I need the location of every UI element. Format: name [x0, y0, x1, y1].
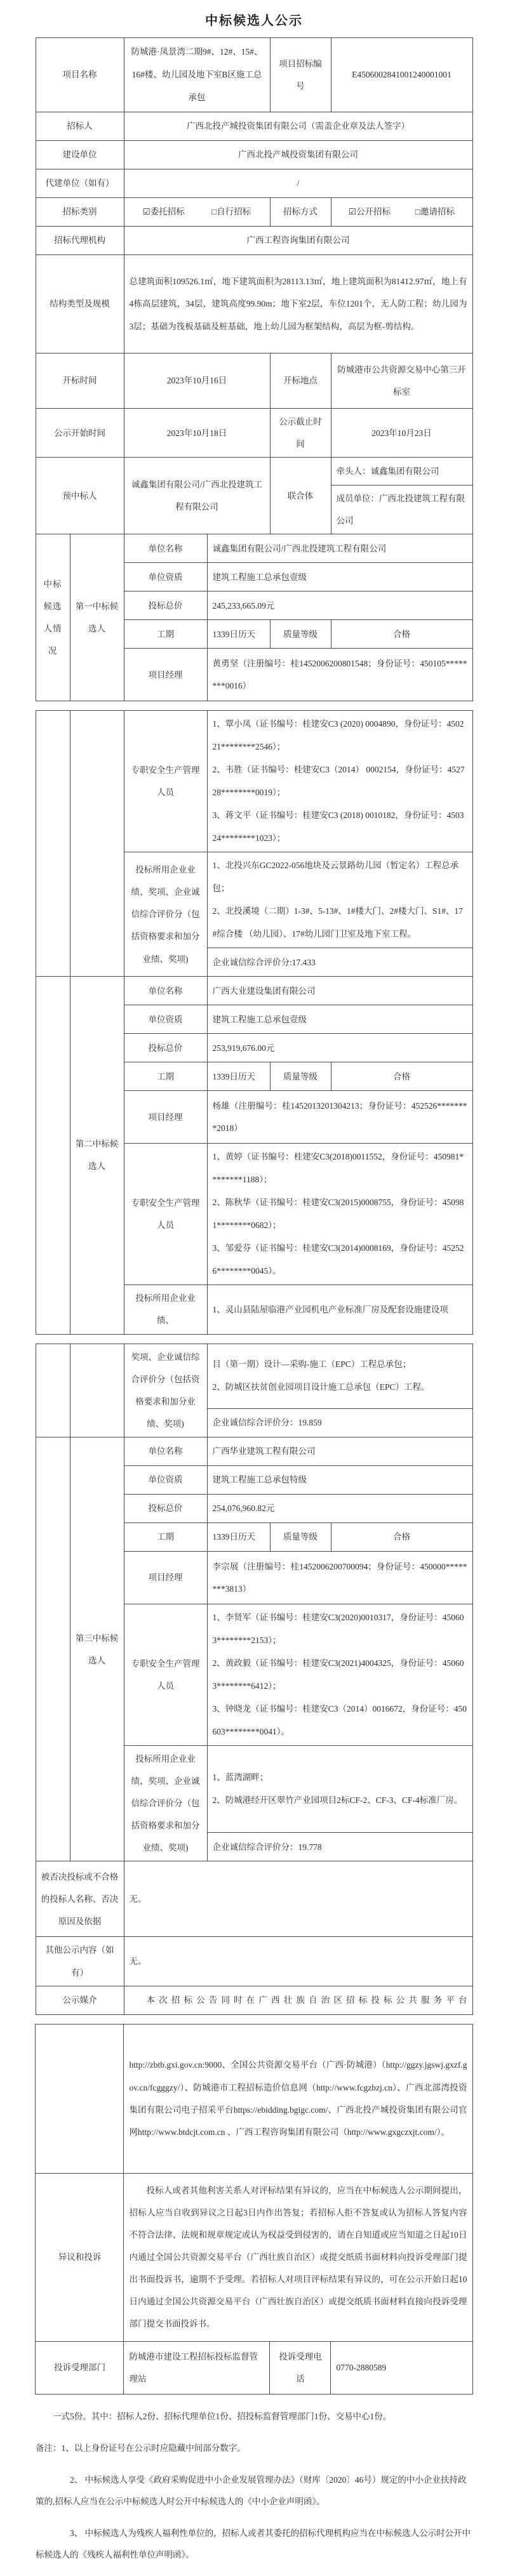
row-other-content: [36, 1937, 472, 1986]
checkbox-invited-bidding: □邀请招标: [415, 207, 455, 217]
row-builder: [36, 141, 472, 169]
c2-cont-spacer-col-a: [36, 1344, 70, 1437]
media-value-line1: 本次招标公告同时在广西壮族自治区招标投标公共服务平台: [124, 1986, 472, 2014]
c3-safety-person-3: 3、钟晓龙（证书编号：桂建安C3（2014）0016672，身份证号：450603********0041）。: [212, 1703, 467, 1736]
complaint-dept-value: 防城港市建设工程招标投标监督管理站: [124, 2341, 270, 2394]
category-label: 招标类别: [36, 198, 124, 227]
row-pre-winner: [36, 458, 472, 485]
row-objection: [36, 2173, 472, 2341]
checkbox-self-bidding: □自行招标: [211, 207, 251, 217]
other-content-label: 其他公示内容（如有）: [36, 1937, 124, 1986]
c2-record-label-part2: 奖项、企业诚信综合评价分（包括资格要求和加分业绩、奖项): [124, 1344, 207, 1437]
agency-label: 招标代理机构: [36, 227, 124, 255]
c2-duration-label: 工期: [124, 1062, 207, 1091]
table-media-cont-complaint: [35, 2024, 472, 2394]
row-rejected-bidders: [36, 1861, 472, 1937]
c3-unit-qual-label: 单位资质: [124, 1465, 207, 1494]
c1-safety-label: 专职安全生产管理人员: [124, 711, 207, 852]
c1-manager-label: 项目经理: [124, 649, 207, 701]
page-title: 中标候选人公示: [205, 14, 303, 28]
row-c2-record-part2: [36, 1344, 472, 1408]
pub-start-label: 公示开始时间: [36, 409, 124, 458]
c1-bid-price-value: 245,233,665.09元: [207, 591, 472, 620]
c1-score-value: 企业诚信综合评价分:17.433: [207, 948, 472, 977]
c3-bid-price-label: 投标总价: [124, 1494, 207, 1522]
complaint-phone-value: 0770-2880589: [331, 2341, 472, 2394]
c1-safety-person-2: 2、韦胜（证书编号：桂建安C3（2014） 0002154，身份证号：452728********0019）；: [212, 765, 465, 798]
bid-no-value: E4506002841001240001001: [331, 38, 472, 112]
method-options: [331, 198, 472, 227]
open-time-value: 2023年10月16日: [124, 353, 270, 409]
c2-unit-qual-value: 建筑工程施工总承包壹级: [207, 1005, 472, 1034]
c1-record-item-2: 2、北投溪境（二期）1-3#、5-13#、1#楼大门、2#楼大门、S1#、17#综合楼 （幼儿园）、17#幼儿园门卫室及地下室工程。: [212, 906, 463, 939]
footer-note-1: 备注：1、以上身份证号在公示时应隐藏中间部分数字。: [36, 2443, 246, 2453]
open-place-label: 开标地点: [270, 353, 331, 409]
row-bid-opening: [36, 353, 472, 409]
c1-duration-label: 工期: [124, 620, 207, 649]
row-media-cont: [36, 2024, 472, 2173]
objection-value: 投标人或者其他利害关系人对评标结果有异议的，应当在中标候选人公示期间提出，招标人应当自收到异议之日起3日内作出答复；若招标人拒不答复或认为招标人答复内容不符合法律、法规和规章规定或认为权益受到侵害的，请在自知道或应当知道之日起10日内通过全国公共资源交易平台（广西壮族自治区）或提交纸质书面材料向投诉受理部门提出书面投诉书，逾期不予受理。若招标人对项目评标结果有异议的，可在公示开始日起10日内通过全国公共资源交易平台（广西壮族自治区）或提交纸质书面材料直接向投诉受理部门提交书面投诉书。: [124, 2173, 472, 2341]
c2-unit-name-label: 单位名称: [124, 977, 207, 1005]
structure-label: 结构类型及规模: [36, 255, 124, 353]
builder-value: 广西北投产城投资集团有限公司: [124, 141, 472, 169]
c1-duration-value: 1339日历天: [207, 620, 270, 649]
tenderee-value: 广西北投产城投资集团有限公司（需盖企业章及法人签字）: [124, 112, 472, 141]
c2-manager-value: 杨雄（注册编号：桂1452013201304213；身份证号：452526********2018）: [207, 1091, 472, 1144]
c3-record-label: 投标所用企业业绩、奖项、企业诚信综合评价分（包括资格要求和加分业绩、奖项): [124, 1745, 207, 1861]
c2-duration-value: 1339日历天: [207, 1062, 270, 1091]
c2-safety-person-2: 2、陈秋华（证书编号：桂建安C3(2015)0008755，身份证号：450981********0682）；: [212, 1198, 464, 1231]
pub-start-value: 2023年10月18日: [124, 409, 270, 458]
c1-unit-name-value: 诚鑫集团有限公司/广西北投建筑工程有限公司: [207, 534, 472, 563]
consortium-label: 联合体: [270, 458, 331, 534]
c2-unit-name-value: 广西大业建设集团有限公司: [207, 977, 472, 1005]
c3-quality-label: 质量等级: [270, 1522, 331, 1551]
footer-note-2: 2、 中标候选人享受《政府采购促进中小企业发展管理办法》（财库〔2020〕46号）规定的中小企业扶持政策的,招标人应当在公示中标候选人时公开中标候选人的《中小企业声明函》。: [36, 2474, 467, 2506]
agent-build-label: 代建单位（如有）: [36, 169, 124, 198]
candidate2-rank-label: 第二中标候选人: [70, 977, 124, 1334]
c2-quality-label: 质量等级: [270, 1062, 331, 1091]
category-options: [124, 198, 270, 227]
row-agency: [36, 227, 472, 255]
open-time-label: 开标时间: [36, 353, 124, 409]
c1-unit-qual-label: 单位资质: [124, 563, 207, 591]
row-publicity-media: [36, 1986, 472, 2014]
c1-bid-price-label: 投标总价: [124, 591, 207, 620]
row-bid-category: [36, 198, 472, 227]
pub-end-label: 公示截止时间: [270, 409, 331, 458]
row-structure: [36, 255, 472, 353]
c1-record-item-1: 1、北投兴东GC2022-056地块及云景路幼儿园（暂定名）工程总承包；: [212, 861, 459, 894]
c2-manager-label: 项目经理: [124, 1091, 207, 1144]
row-complaint-dept: [36, 2341, 472, 2394]
c2-safety-person-3: 3、邹爱芬（证书编号：桂建安C3(2014)0008169，身份证号：452526********0045）。: [212, 1243, 464, 1276]
candidate3-rank-label: 第三中标候选人: [70, 1437, 124, 1861]
row-publicity-time: [36, 409, 472, 458]
c1-quality-value: 合格: [331, 620, 472, 649]
c3-safety-person-2: 2、黄政毅（证书编号：桂建安C3(2021)4004325，身份证号：450603********6412）；: [212, 1658, 464, 1691]
media-value-rest: http://zbtb.gxi.gov.cn:9000、全国公共资源交易平台（广西·防城港）（http://ggzy.jgswj.gxzf.gov.cn/fcgggzy/）、防城港市工程招标造价信息网（http://www.fcgzbzj.cn）、广西北部湾投资集团有限公司电子招采平台https://ebidding.bgigc.com/、广西北投产城投资集团有限公司官网http://www.btdcjt.com.cn 、广西工程咨询集团有限公司（http://www.gxgczxjt.com/）。: [124, 2024, 472, 2173]
c3-manager-label: 项目经理: [124, 1551, 207, 1604]
rejected-value: 无。: [124, 1861, 472, 1937]
c1-safety-value: [207, 711, 472, 852]
consortium-member: 成员单位：广西北投建筑工程有限公司: [331, 485, 472, 534]
c1-spacer-col-a: [36, 711, 70, 977]
row-tenderee: [36, 112, 472, 141]
media-cont-spacer: [36, 2024, 124, 2173]
c2-record-item-2: 2、防城区扶贫创业园项目设计施工总承包（EPC）工程。: [212, 1382, 430, 1392]
c1-quality-label: 质量等级: [270, 620, 331, 649]
c3-bid-price-value: 254,076,960.82元: [207, 1494, 472, 1522]
c3-manager-value: 李宗展（注册编号：桂1452006200700094；身份证号：450000********3813）: [207, 1551, 472, 1604]
c1-safety-person-3: 3、蒋文平（证书编号：桂建安C3 (2018) 0010182，身份证号：450324********1023）；: [212, 810, 464, 843]
c3-record-item-1: 1、蓝湾湖畔；: [212, 1773, 269, 1783]
c2-quality-value: 合格: [331, 1062, 472, 1091]
pre-winner-label: 预中标人: [36, 458, 124, 534]
c2-safety-label: 专职安全生产管理人员: [124, 1144, 207, 1285]
c3-quality-value: 合格: [331, 1522, 472, 1551]
c2-bid-price-label: 投标总价: [124, 1034, 207, 1062]
tenderee-label: 招标人: [36, 112, 124, 141]
c2-safety-value: [207, 1144, 472, 1285]
c1-safety-person-1: 1、覃小凤（证书编号：桂建安C3 (2020) 0004890，身份证号：450221********2546）；: [212, 719, 464, 752]
c2-unit-qual-label: 单位资质: [124, 1005, 207, 1034]
c3-safety-person-1: 1、李贤军（证书编号：桂建安C3(2020)0010317，身份证号：450603********2153）；: [212, 1612, 464, 1645]
row-project-name: [36, 38, 472, 112]
c3-record-item-2: 2、防城港经开区翠竹产业园项目2标CF-2、CF-3、CF-4标准厂房。: [212, 1795, 463, 1806]
other-content-value: 无。: [124, 1937, 472, 1986]
rejected-label: 被否决投标或不合格的投标人名称、否决原因及依据: [36, 1861, 124, 1937]
project-name-label: 项目名称: [36, 38, 124, 112]
c2-record-item-1: 目（第一期）设计—采购-施工（EPC）工程总承包；: [212, 1359, 411, 1370]
c1-unit-name-label: 单位名称: [124, 534, 207, 563]
project-name-value: 防城港·凤景湾二期9#、12#、15#、16#楼、幼儿园及地下室B区施工总承包: [124, 38, 270, 112]
c2-spacer-col-a: [36, 977, 70, 1334]
agency-value: 广西工程咨询集团有限公司: [124, 227, 472, 255]
candidates-section-label: 中标候选人情况: [36, 534, 70, 701]
c3-duration-value: 1339日历天: [207, 1522, 270, 1551]
c2-bid-price-value: 253,919,676.00元: [207, 1034, 472, 1062]
c1-record-value: [207, 852, 472, 948]
c3-duration-label: 工期: [124, 1522, 207, 1551]
c3-unit-name-label: 单位名称: [124, 1437, 207, 1465]
objection-label: 异议和投诉: [36, 2173, 124, 2341]
row-agent-build: [36, 169, 472, 198]
c2-safety-person-1: 1、黄婷（证书编号：桂建安C3(2018)0011552，身份证号：450981********1188）；: [212, 1152, 464, 1185]
pub-end-value: 2023年10月23日: [331, 409, 472, 458]
c2-record-value-part2: [207, 1344, 472, 1408]
pre-winner-value: 诚鑫集团有限公司/广西北投建筑工程有限公司: [124, 458, 270, 534]
checkbox-open-bidding: ☑公开招标: [348, 207, 391, 217]
c1-manager-value: 黄勇坚（注册编号：桂1452006200801548；身份证号：450105********0016）: [207, 649, 472, 701]
c3-unit-name-value: 广西华业建筑工程有限公司: [207, 1437, 472, 1465]
table-candidate2-cont-candidate3: [36, 1344, 473, 2015]
c1-record-label: 投标所用企业业绩、奖项、企业诚信综合评价分（包括资格要求和加分业绩、奖项): [124, 852, 207, 977]
open-place-value: 防城港市公共资源交易中心第三开标室: [331, 353, 472, 409]
table-project-info: [36, 37, 473, 701]
builder-label: 建设单位: [36, 141, 124, 169]
footer-copies: 一式5份。其中：招标人2份、招标代理单位1份、招投标监督管理部门1份、交易中心1份。: [53, 2411, 392, 2421]
bid-no-label: 项目招标编号: [270, 38, 331, 112]
c3-record-value: [207, 1745, 472, 1832]
c2-record-label-part1: 投标所用企业业绩、: [124, 1285, 207, 1334]
c3-spacer-col-a: [36, 1437, 70, 1861]
c1-spacer-col-b: [70, 711, 124, 977]
media-label: 公示媒介: [36, 1986, 124, 2014]
c2-cont-spacer-col-b: [70, 1344, 124, 1437]
row-c2-unit-name: [36, 977, 472, 1005]
table-candidate1-cont-candidate2: [36, 710, 473, 1334]
agent-build-value: /: [124, 169, 472, 198]
method-label: 招标方式: [270, 198, 331, 227]
footer-notes: [36, 2406, 472, 2566]
checkbox-entrusted-bidding: ☑委托招标: [142, 207, 185, 217]
c3-score-value: 企业诚信综合评价分：19.778: [207, 1833, 472, 1861]
consortium-leader: 牵头人：诚鑫集团有限公司: [331, 458, 472, 485]
complaint-dept-label: 投诉受理部门: [36, 2341, 124, 2394]
row-c1-safety: [36, 711, 472, 852]
c3-unit-qual-value: 建筑工程施工总承包特级: [207, 1465, 472, 1494]
structure-value: 总建筑面积109526.1㎡，地下建筑面积为28113.13㎡，地上建筑面积为81412.97㎡，地上有4栋高层建筑，34层，建筑高度99.90m；地下室2层，车位1201个，无人防工程；幼儿园为3层；基础为筏板基础及桩基础，地上幼儿园为框架结构，高层为框-剪结构。: [124, 255, 472, 353]
complaint-phone-label: 投诉受理电话: [270, 2341, 331, 2394]
c2-record-value-part1: 1、灵山县陆屋临港产业园机电产业标准厂房及配套设施建设项: [207, 1285, 472, 1334]
c3-safety-label: 专职安全生产管理人员: [124, 1604, 207, 1745]
footer-note-3: 3、 中标候选人为残疾人福利性单位的，招标人或者其委托的招标代理机构应当在中标候选人公示时公开中标候选人的《残疾人福利性单位声明函》。: [36, 2528, 471, 2559]
row-c1-unit-name: [36, 534, 472, 563]
c3-safety-value: [207, 1604, 472, 1745]
candidate1-rank-label: 第一中标候选人: [70, 534, 124, 701]
row-c3-unit-name: [36, 1437, 472, 1465]
c2-score-value: 企业诚信综合评价分：19.859: [207, 1408, 472, 1437]
c1-unit-qual-value: 建筑工程施工总承包壹级: [207, 563, 472, 591]
